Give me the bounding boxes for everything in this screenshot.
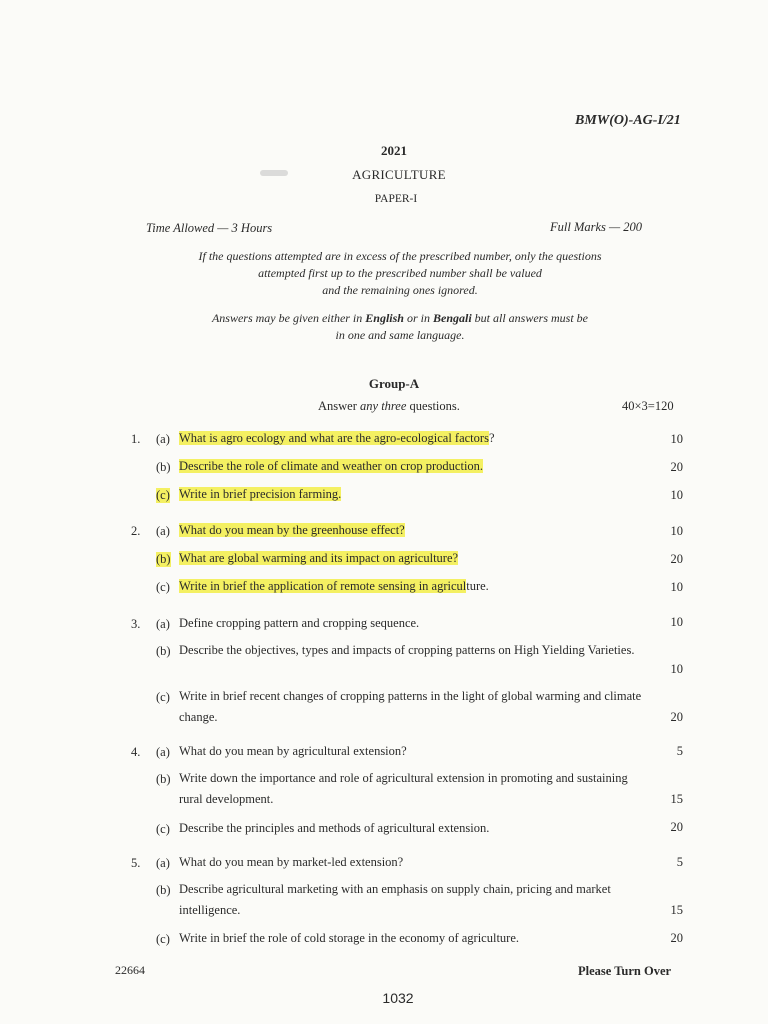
footer-code: 22664 <box>115 963 145 977</box>
group-title: Group-A <box>368 376 420 391</box>
part-marks: 20 <box>670 552 683 566</box>
part-text-rest: ? <box>488 431 495 445</box>
part-text <box>179 768 628 810</box>
part-text: What do you mean by market-led extension? <box>179 855 404 869</box>
part-text: Write in brief the role of cold storage in the economy of agriculture. <box>179 931 519 945</box>
question-number: 2. <box>131 524 141 538</box>
highlighted-text: What do you mean by the greenhouse effect? <box>179 523 405 537</box>
subject-title: AGRICULTURE <box>352 167 446 182</box>
part-text: What do you mean by agricultural extension? <box>179 744 407 758</box>
group-instruction-text: questions. <box>406 399 460 413</box>
part-marks: 10 <box>670 580 683 594</box>
question-number: 1. <box>131 432 141 446</box>
part-text: Describe the objectives, types and impacts of cropping patterns on High Yielding Varieties. <box>179 643 635 657</box>
instruction-line: attempted first up to the prescribed number shall be valued <box>258 266 542 280</box>
part-marks: 5 <box>676 744 683 758</box>
part-text <box>179 576 489 597</box>
instruction-text: or in <box>403 311 433 325</box>
instruction-text: Answers may be given either in <box>211 311 366 325</box>
part-text: Describe the principles and methods of agricultural extension. <box>179 821 490 835</box>
part-marks: 10 <box>670 524 683 538</box>
group-instruction <box>318 399 460 414</box>
part-marks: 15 <box>670 903 683 917</box>
part-text <box>179 686 641 728</box>
part-label: (a) <box>156 524 170 538</box>
part-text <box>179 548 458 569</box>
instruction-line: If the questions attempted are in excess of the prescribed number, only the questions <box>198 249 602 263</box>
part-text-line: intelligence. <box>179 903 241 917</box>
part-label: (b) <box>156 460 171 474</box>
question-number: 3. <box>131 617 141 631</box>
part-text <box>179 520 405 541</box>
instruction-line <box>140 310 660 327</box>
part-label: (c) <box>156 580 170 594</box>
part-label: (b) <box>156 644 171 658</box>
language-bengali: Bengali <box>433 311 472 325</box>
paper-label: PAPER-I <box>374 193 418 205</box>
part-marks: 20 <box>670 710 683 724</box>
instruction-line: in one and same language. <box>335 328 465 342</box>
part-text-line: Write down the importance and role of agricultural extension in promoting and sustaining <box>179 771 628 785</box>
part-label: (b) <box>156 883 171 897</box>
group-marks: 40×3=120 <box>622 399 674 413</box>
highlighted-text: What is agro ecology and what are the agro-ecological factors <box>179 431 489 445</box>
part-label: (b) <box>156 772 171 786</box>
highlighted-text: What are global warming and its impact on agriculture? <box>179 551 459 565</box>
instruction-text: but all answers must be <box>471 311 589 325</box>
part-marks: 10 <box>670 662 683 676</box>
group-instruction-emphasis: any three <box>360 399 407 413</box>
part-marks: 10 <box>670 615 683 629</box>
part-label: (c) <box>156 690 170 704</box>
part-text <box>179 456 483 477</box>
part-text-rest: ture. <box>466 579 489 593</box>
full-marks: Full Marks — 200 <box>550 220 643 234</box>
part-text <box>179 879 611 921</box>
part-marks: 15 <box>670 792 683 806</box>
paper-code: BMW(O)-AG-I/21 <box>575 113 681 128</box>
part-marks: 20 <box>670 931 683 945</box>
part-text-line: Write in brief recent changes of cropping patterns in the light of global warming and climate <box>179 689 642 703</box>
question-number: 4. <box>131 745 141 759</box>
part-label: (c) <box>156 932 170 946</box>
part-marks: 5 <box>676 855 683 869</box>
part-marks: 20 <box>670 820 683 834</box>
part-label: (a) <box>156 745 170 759</box>
part-marks: 20 <box>670 460 683 474</box>
instructions-excess <box>140 248 660 299</box>
part-text-line: rural development. <box>179 792 274 806</box>
part-text-line: Describe agricultural marketing with an emphasis on supply chain, pricing and market <box>179 882 611 896</box>
part-label: (a) <box>156 617 170 631</box>
highlighted-text: Write in brief precision farming. <box>179 487 342 501</box>
part-marks: 10 <box>670 488 683 502</box>
instruction-line: and the remaining ones ignored. <box>322 283 478 297</box>
question-number: 5. <box>131 856 141 870</box>
part-text <box>179 428 495 449</box>
part-text: Define cropping pattern and cropping sequence. <box>179 616 420 630</box>
page-number: 1032 <box>382 990 414 1006</box>
part-label: (c) <box>156 488 170 502</box>
part-label: (c) <box>156 822 170 836</box>
exam-year: 2021 <box>381 143 407 158</box>
language-english: English <box>365 311 404 325</box>
part-label: (a) <box>156 856 170 870</box>
please-turn-over: Please Turn Over <box>578 964 672 978</box>
instructions-language <box>140 310 660 344</box>
highlighted-text: Describe the role of climate and weather on crop production. <box>179 459 484 473</box>
time-allowed: Time Allowed — 3 Hours <box>146 221 273 235</box>
part-label: (b) <box>156 552 171 566</box>
part-text <box>179 484 341 505</box>
part-label: (a) <box>156 432 170 446</box>
part-marks: 10 <box>670 432 683 446</box>
highlighted-text: Write in brief the application of remote sensing in agricul <box>179 579 467 593</box>
group-instruction-text: Answer <box>318 399 361 413</box>
part-text-line: change. <box>179 710 218 724</box>
